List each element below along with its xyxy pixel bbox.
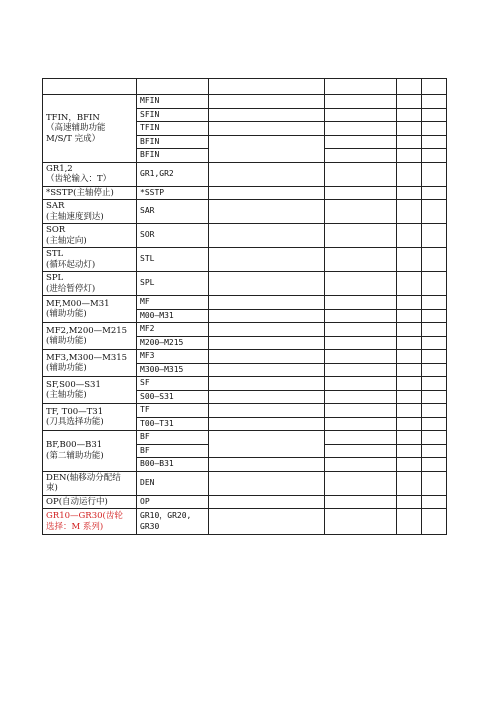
signal-name-cell [209,509,325,535]
m-series-cell [422,390,447,404]
table-row [43,162,447,186]
symbol-cell: BFIN [137,135,209,149]
t-series-cell [397,162,422,186]
symbol-cell: SPL [137,272,209,296]
table-row [43,272,447,296]
symbol-cell: DEN [137,471,209,495]
signal-name-cell [209,95,325,109]
m-series-cell [422,162,447,186]
m-series-cell [422,509,447,535]
address-cell [325,135,397,149]
table-row [43,224,447,248]
signal-name-cell [209,309,325,323]
m-series-cell [422,224,447,248]
table-row [43,248,447,272]
m-series-cell [422,363,447,377]
t-series-cell [397,122,422,136]
address-cell [325,404,397,418]
t-series-cell [397,417,422,431]
table-row [43,495,447,509]
m-series-cell [422,323,447,337]
address-cell [325,390,397,404]
io-signal-cell: STL (循环起动灯) [43,248,137,272]
address-cell [325,509,397,535]
m-series-cell [422,309,447,323]
address-cell [325,248,397,272]
m-series-cell [422,495,447,509]
header-signal-name [209,79,325,95]
address-cell [325,186,397,200]
symbol-cell: MF2 [137,323,209,337]
symbol-cell: STL [137,248,209,272]
m-series-cell [422,272,447,296]
t-series-cell [397,248,422,272]
symbol-cell: B00—B31 [137,458,209,472]
io-signal-cell: MF,M00—M31 (辅助功能) [43,296,137,323]
symbol-cell: SOR [137,224,209,248]
t-series-cell [397,336,422,350]
signal-name-cell [209,122,325,136]
m-series-cell [422,431,447,445]
io-signal-cell: GR10—GR30(齿轮 选择：M 系列) [43,509,137,535]
t-series-cell [397,296,422,310]
signal-name-cell [209,248,325,272]
table-row [43,323,447,337]
address-cell [325,350,397,364]
t-series-cell [397,495,422,509]
table-row [43,377,447,391]
t-series-cell [397,471,422,495]
io-signal-rest: TFIN，BFIN （高速辅助功能 M/S/T 完成） [46,112,106,144]
m-series-cell [422,186,447,200]
address-cell [325,431,397,445]
t-series-cell [397,404,422,418]
signal-table-sheet [42,78,446,535]
symbol-cell: BFIN [137,149,209,163]
header-t-series [397,79,422,95]
signal-name-cell [209,458,325,472]
signal-name-cell [209,162,325,186]
table-row [43,186,447,200]
address-cell [325,122,397,136]
io-signal-cell [43,95,137,163]
m-series-cell [422,404,447,418]
io-signal-cell: GR1,2 （齿轮输入：T） [43,162,137,186]
symbol-cell: TF [137,404,209,418]
address-cell [325,272,397,296]
m-series-cell [422,95,447,109]
io-signal-cell: SPL (进给暂停灯) [43,272,137,296]
io-signal-cell: SOR (主轴定向) [43,224,137,248]
m-series-cell [422,458,447,472]
m-series-cell [422,296,447,310]
address-cell [325,149,397,163]
address-cell [325,323,397,337]
table-row [43,404,447,418]
m-series-cell [422,417,447,431]
address-cell [325,495,397,509]
m-series-cell [422,135,447,149]
m-series-cell [422,444,447,458]
io-signal-cell: *SSTP(主轴停止) [43,186,137,200]
address-cell [325,224,397,248]
signal-name-cell [209,390,325,404]
table-row [43,431,447,445]
symbol-cell: M200—M215 [137,336,209,350]
address-cell [325,309,397,323]
t-series-cell [397,309,422,323]
symbol-cell: SFIN [137,108,209,122]
table-row [43,95,447,109]
address-cell [325,296,397,310]
address-cell [325,458,397,472]
m-series-cell [422,122,447,136]
symbol-cell: BF [137,431,209,445]
address-cell [325,162,397,186]
symbol-cell: OP [137,495,209,509]
address-cell [325,377,397,391]
signal-name-cell [209,404,325,418]
t-series-cell [397,200,422,224]
io-signal-cell: DEN(轴移动分配结 束) [43,471,137,495]
t-series-cell [397,323,422,337]
t-series-cell [397,390,422,404]
symbol-cell: M00—M31 [137,309,209,323]
t-series-cell [397,509,422,535]
signal-name-cell [209,200,325,224]
signal-name-cell [209,224,325,248]
signal-name-cell [209,108,325,122]
header-address [325,79,397,95]
address-cell [325,95,397,109]
symbol-cell: MF [137,296,209,310]
table-row [43,471,447,495]
m-series-cell [422,248,447,272]
table-row [43,350,447,364]
io-signal-cell: OP(自动运行中) [43,495,137,509]
m-series-cell [422,108,447,122]
t-series-cell [397,444,422,458]
header-io-signal [43,79,137,95]
address-cell [325,336,397,350]
t-series-cell [397,363,422,377]
t-series-cell [397,431,422,445]
t-series-cell [397,95,422,109]
m-series-cell [422,471,447,495]
signal-name-cell [209,350,325,364]
signal-name-cell [209,336,325,350]
t-series-cell [397,272,422,296]
header-symbol [137,79,209,95]
signal-name-cell [209,272,325,296]
io-signal-cell: MF3,M300—M315 (辅助功能) [43,350,137,377]
signal-name-cell [209,377,325,391]
table-row [43,296,447,310]
address-cell [325,108,397,122]
symbol-cell: S00—S31 [137,390,209,404]
m-series-cell [422,377,447,391]
symbol-cell: M300—M315 [137,363,209,377]
signal-name-cell [209,495,325,509]
io-signal-cell: TF, T00—T31 (刀具选择功能) [43,404,137,431]
symbol-cell: SAR [137,200,209,224]
t-series-cell [397,224,422,248]
symbol-cell: MFIN [137,95,209,109]
address-cell [325,200,397,224]
io-signal-cell: MF2,M200—M215 (辅助功能) [43,323,137,350]
t-series-cell [397,377,422,391]
table-body [43,95,447,535]
m-series-cell [422,149,447,163]
symbol-cell: MF3 [137,350,209,364]
io-signal-cell: BF,B00—B31 (第二辅助功能) [43,431,137,472]
table-row [43,509,447,535]
header-m-series [422,79,447,95]
signal-table [42,78,447,535]
signal-name-cell [209,363,325,377]
t-series-cell [397,350,422,364]
symbol-cell: T00—T31 [137,417,209,431]
m-series-cell [422,200,447,224]
signal-name-cell [209,431,325,458]
t-series-cell [397,135,422,149]
t-series-cell [397,458,422,472]
t-series-cell [397,186,422,200]
symbol-cell: *SSTP [137,186,209,200]
io-signal-cell: SAR (主轴速度到达) [43,200,137,224]
t-series-cell [397,108,422,122]
address-cell [325,471,397,495]
signal-name-cell [209,323,325,337]
io-signal-cell: SF,S00—S31 (主轴功能) [43,377,137,404]
symbol-cell: BF [137,444,209,458]
address-cell [325,417,397,431]
signal-name-cell [209,135,325,162]
signal-name-cell [209,471,325,495]
table-header-row [43,79,447,95]
address-cell [325,363,397,377]
address-cell [325,444,397,458]
signal-name-cell [209,417,325,431]
symbol-cell: SF [137,377,209,391]
signal-name-cell [209,186,325,200]
m-series-cell [422,350,447,364]
symbol-cell: TFIN [137,122,209,136]
t-series-cell [397,149,422,163]
signal-name-cell [209,296,325,310]
symbol-cell: GR10，GR20, GR30 [137,509,209,535]
table-row [43,200,447,224]
symbol-cell: GR1,GR2 [137,162,209,186]
m-series-cell [422,336,447,350]
